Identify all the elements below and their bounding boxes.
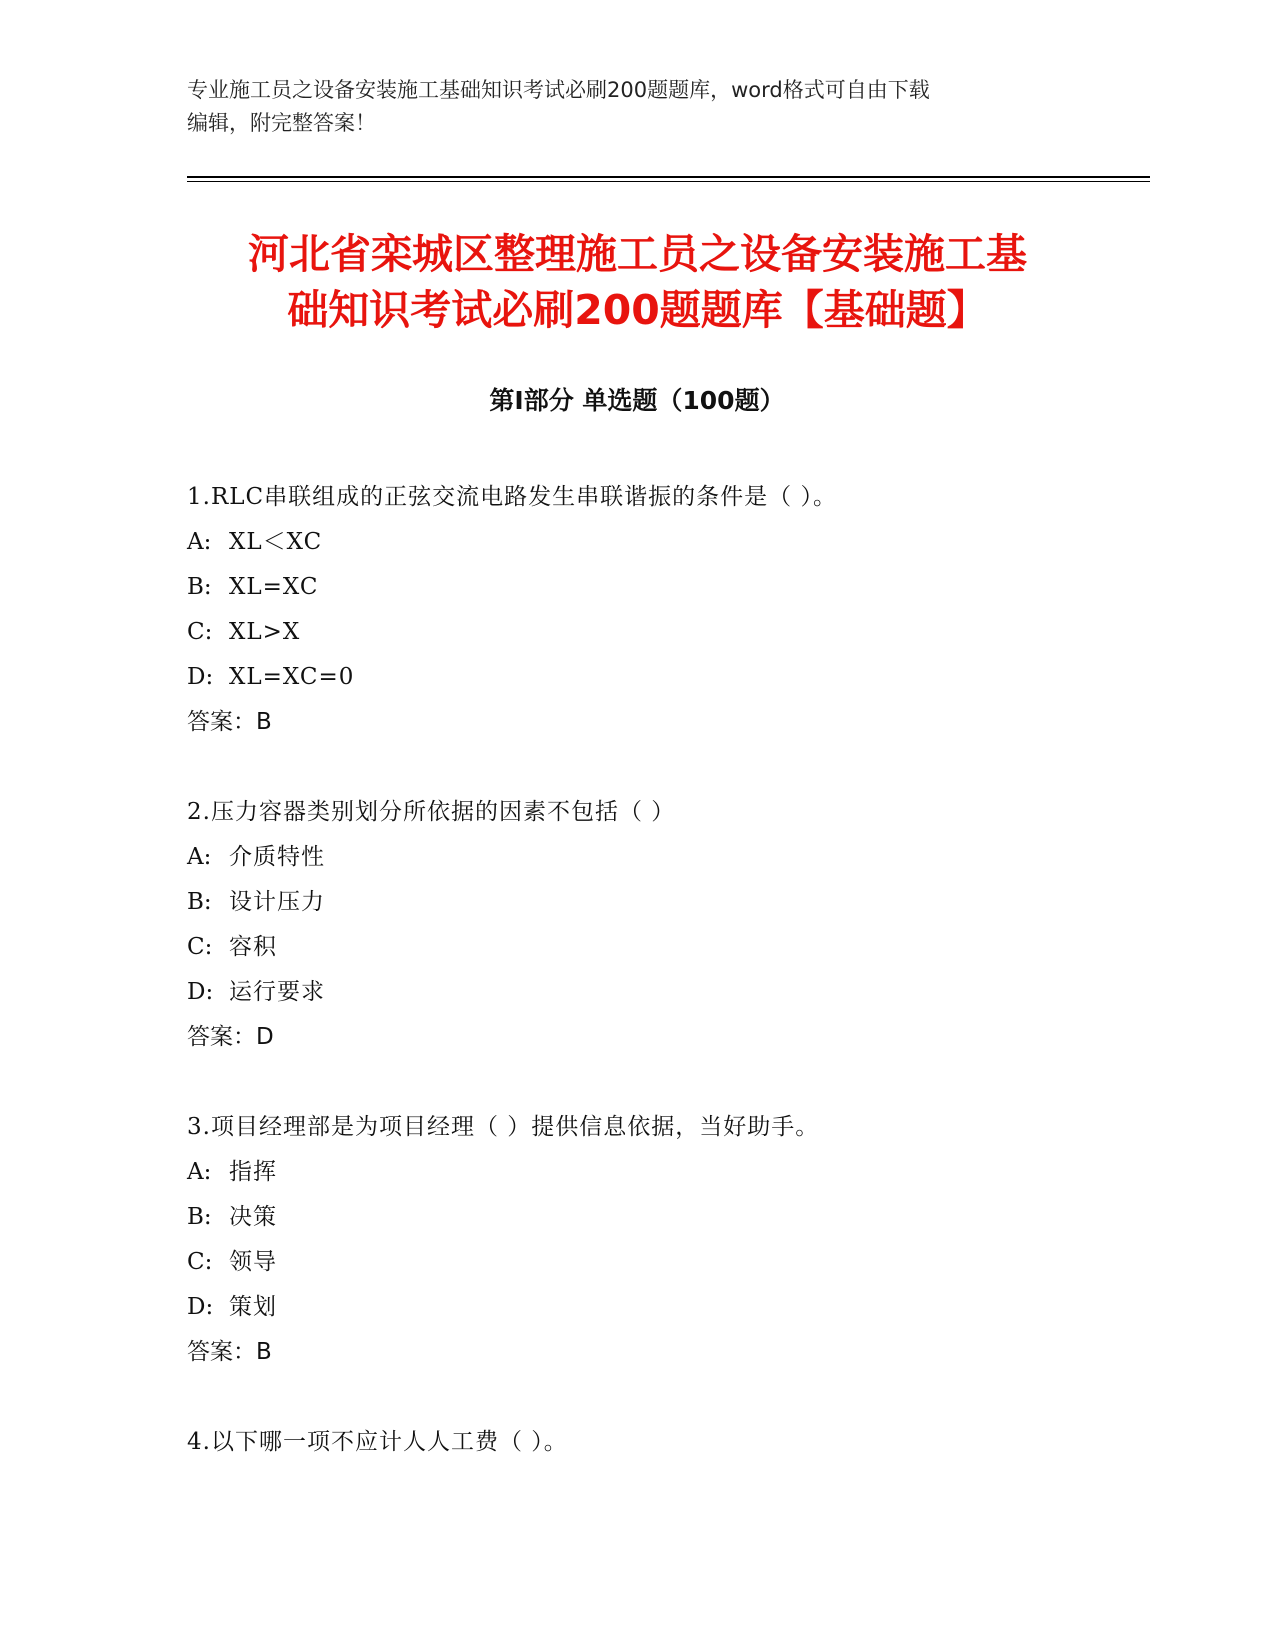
option-key: C: [187,934,213,960]
option-text: XL=XC=0 [229,664,355,690]
option-c [187,1240,1147,1285]
option-b [187,880,1147,925]
answer-value: D [256,1024,274,1050]
option-key: C: [187,619,213,645]
option-text: 容积 [229,934,277,960]
option-key: C: [187,1249,213,1275]
question-stem: 4.以下哪一项不应计人人工费（ ）。 [187,1429,568,1455]
question-stem: 3.项目经理部是为项目经理（ ）提供信息依据，当好助手。 [187,1114,820,1140]
option-c [187,610,1147,655]
answer [187,700,1147,745]
question-stem: 1.RLC串联组成的正弦交流电路发生串联谐振的条件是（ ）。 [187,484,837,510]
option-text: 指挥 [229,1159,277,1185]
title-line-2: 础知识考试必刷200题题库【基础题】 [287,286,988,334]
option-text: XL＜XC [229,529,323,555]
question-3 [187,1105,1147,1375]
document-title [150,226,1125,338]
option-a [187,1150,1147,1195]
option-key: D: [187,979,214,1005]
answer-value: B [256,1339,272,1365]
option-key: A: [187,844,212,870]
option-b [187,1195,1147,1240]
option-text: XL=XC [229,574,319,600]
option-d [187,655,1147,700]
header-line-1: 专业施工员之设备安装施工基础知识考试必刷200题题库，word格式可自由下载 [187,78,930,102]
question-1 [187,475,1147,745]
option-text: XL>X [229,619,301,645]
header-divider-thick [187,176,1150,178]
option-a [187,835,1147,880]
option-d [187,970,1147,1015]
document-header-note [187,74,1087,140]
option-text: 介质特性 [229,844,325,870]
section-title: 第Ⅰ部分 单选题（100题） [489,386,785,415]
answer [187,1330,1147,1375]
question-4 [187,1420,1147,1465]
option-key: A: [187,1159,212,1185]
option-d [187,1285,1147,1330]
question-list [187,475,1147,1510]
option-key: B: [187,889,212,915]
option-key: B: [187,1204,212,1230]
title-line-1: 河北省栾城区整理施工员之设备安装施工基 [248,230,1027,278]
option-key: A: [187,529,212,555]
option-key: B: [187,574,212,600]
answer-label: 答案： [187,709,256,735]
option-text: 设计压力 [229,889,325,915]
option-c [187,925,1147,970]
option-text: 策划 [229,1294,277,1320]
answer-label: 答案： [187,1024,256,1050]
question-2 [187,790,1147,1060]
answer [187,1015,1147,1060]
option-text: 领导 [229,1249,277,1275]
option-b [187,565,1147,610]
header-divider-thin [187,181,1150,182]
option-key: D: [187,1294,214,1320]
header-line-2: 编辑，附完整答案！ [187,111,376,135]
option-a [187,520,1147,565]
question-stem: 2.压力容器类别划分所依据的因素不包括（ ） [187,799,676,825]
answer-label: 答案： [187,1339,256,1365]
option-text: 决策 [229,1204,277,1230]
option-text: 运行要求 [229,979,325,1005]
answer-value: B [256,709,272,735]
option-key: D: [187,664,214,690]
